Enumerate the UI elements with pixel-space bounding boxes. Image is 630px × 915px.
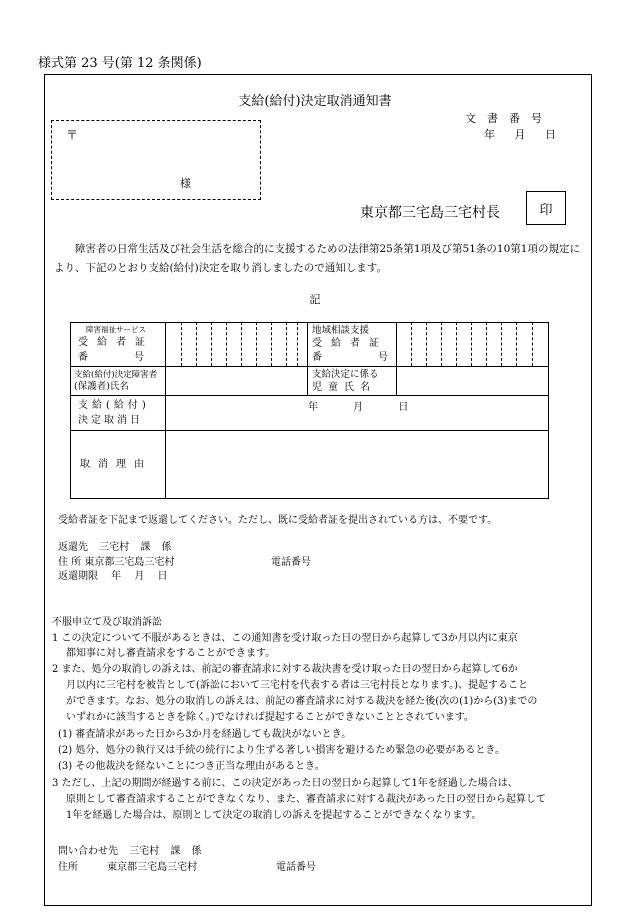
- number-label-right: 番号: [312, 352, 444, 363]
- digit-divider: [241, 322, 242, 366]
- table-rule: [70, 395, 549, 396]
- digit-divider: [532, 322, 533, 366]
- details-table: [70, 322, 549, 498]
- contact-phone-label: 電話番号: [276, 862, 316, 873]
- digit-divider: [256, 322, 257, 366]
- number-label-text: 番号: [78, 352, 190, 363]
- digit-divider: [471, 322, 472, 366]
- revocation-date-label-1: 支給(給付): [78, 400, 150, 411]
- regional-support-label: 地域相談支援: [312, 325, 370, 336]
- digit-divider: [211, 322, 212, 366]
- contact-destination: 問い合わせ先 三宅村 課 係: [58, 846, 202, 857]
- notice-paragraph: 障害者の日常生活及び社会生活を総合的に支援するための法律第25条第1項及び第51条の10第1項の規定により、下記のとおり支給(給付)決定を取り消しましたので通知します。: [54, 243, 580, 274]
- digit-divider: [297, 322, 298, 366]
- digit-divider: [196, 322, 197, 366]
- return-address: 住 所 東京都三宅島三宅村: [58, 557, 175, 568]
- return-phone-label: 電話番号: [271, 557, 311, 568]
- recipient-address-box: [51, 120, 261, 200]
- ki-heading: 記: [309, 293, 321, 306]
- appeal-item-2-cont: ができます。なお、処分の取消しの訴えは、前記の審査請求に対する裁決を経た後(次の(1)から(3)までの: [66, 696, 538, 707]
- child-related-label: 支給決定に係る: [312, 369, 379, 380]
- seal-label: 印: [539, 202, 553, 218]
- seal-box: [526, 191, 566, 225]
- document-title: 支給(給付)決定取消通知書: [238, 94, 392, 109]
- appeal-item-3: 3 ただし、上記の期間が経過する前に、この決定があった日の翌日から起算して1年を経過した場合は、: [52, 778, 518, 789]
- appeal-heading: 不服申立て及び取消訴訟: [52, 617, 162, 628]
- table-mid-divider: [307, 322, 308, 395]
- appeal-item-3-cont: 原則として審査請求することができなくなり、また、審査請求に対する裁決があった日の翌日から起算して: [66, 794, 546, 805]
- table-rule: [70, 430, 549, 431]
- guardian-name-label: (保護者)氏名: [74, 381, 129, 392]
- digit-divider: [516, 322, 517, 366]
- postal-mark: 〒: [66, 128, 79, 142]
- table-label-divider: [165, 322, 166, 498]
- table-border-left: [70, 322, 71, 498]
- digit-divider: [486, 322, 487, 366]
- appeal-item-2: 2 また、処分の取消しの訴えは、前記の審査請求に対する裁決書を受け取った日の翌日から起算して6か: [52, 664, 518, 675]
- form-number-label: 様式第 23 号(第 12 条関係): [38, 56, 202, 71]
- revocation-reason-label: 取消理由: [80, 459, 152, 470]
- beneficiary-label: 支給(給付)決定障害者: [74, 370, 158, 380]
- table-rule: [70, 366, 549, 367]
- notice-body: [54, 240, 584, 278]
- appeal-item-1: 1 この決定について不服があるときは、この通知書を受け取った日の翌日から起算して3か月以内に東京: [52, 633, 518, 644]
- appeal-sub-2: (2) 処分、処分の執行又は手続の続行により生ずる著しい損害を避けるため緊急の必要があるとき。: [58, 745, 505, 756]
- digit-divider: [286, 322, 287, 366]
- number-label: [78, 352, 190, 364]
- digit-divider: [271, 322, 272, 366]
- issue-date-line: 年 月 日: [484, 128, 556, 141]
- appeal-item-3-cont: 1年を経過した場合は、原則として決定の取消しの訴えを提起することができなくなります。: [66, 810, 482, 821]
- appeal-item-2-cont: いずれかに該当するときを除く。)でなければ提起することができないこととされています。: [66, 712, 474, 723]
- table-border-top: [70, 322, 549, 323]
- certificate-label-right: 受給者証: [312, 338, 388, 349]
- service-type-label: 障害福祉サービス: [86, 325, 146, 334]
- digit-divider: [456, 322, 457, 366]
- digit-divider: [226, 322, 227, 366]
- table-border-bottom: [70, 498, 549, 499]
- revocation-date-value: 年 月 日: [308, 402, 409, 413]
- return-instruction: 受給者証を下記まで返還してください。ただし、既に受給者証を提出されている方は、不要です。: [58, 515, 498, 526]
- issuer-name: 東京都三宅島三宅村長: [360, 205, 500, 221]
- document-number-label: 文書番号: [465, 112, 553, 125]
- appeal-sub-3: (3) その他裁決を経ないことにつき正当な理由があるとき。: [58, 761, 325, 772]
- appeal-item-1-cont: 都知事に対し審査請求をすることができます。: [66, 648, 276, 659]
- contact-address: 住所 東京都三宅島三宅村: [58, 862, 198, 873]
- digit-divider: [501, 322, 502, 366]
- revocation-date-label-2: 決定取消日: [78, 415, 143, 426]
- honorific-sama: 様: [180, 177, 191, 190]
- appeal-sub-1: (1) 審査請求があった日から3か月を経過しても裁決がないとき。: [58, 729, 352, 740]
- table-border-right: [548, 322, 549, 498]
- appeal-item-2-cont: 月以内に三宅村を被告として(訴訟において三宅村を代表する者は三宅村長となります。)、提起すること: [66, 680, 529, 691]
- child-name-label: 児童氏名: [312, 382, 376, 393]
- return-destination: 返還先 三宅村 課 係: [58, 542, 172, 553]
- certificate-label: 受給者証: [78, 337, 154, 348]
- return-deadline: 返還期限 年 月 日: [58, 571, 168, 582]
